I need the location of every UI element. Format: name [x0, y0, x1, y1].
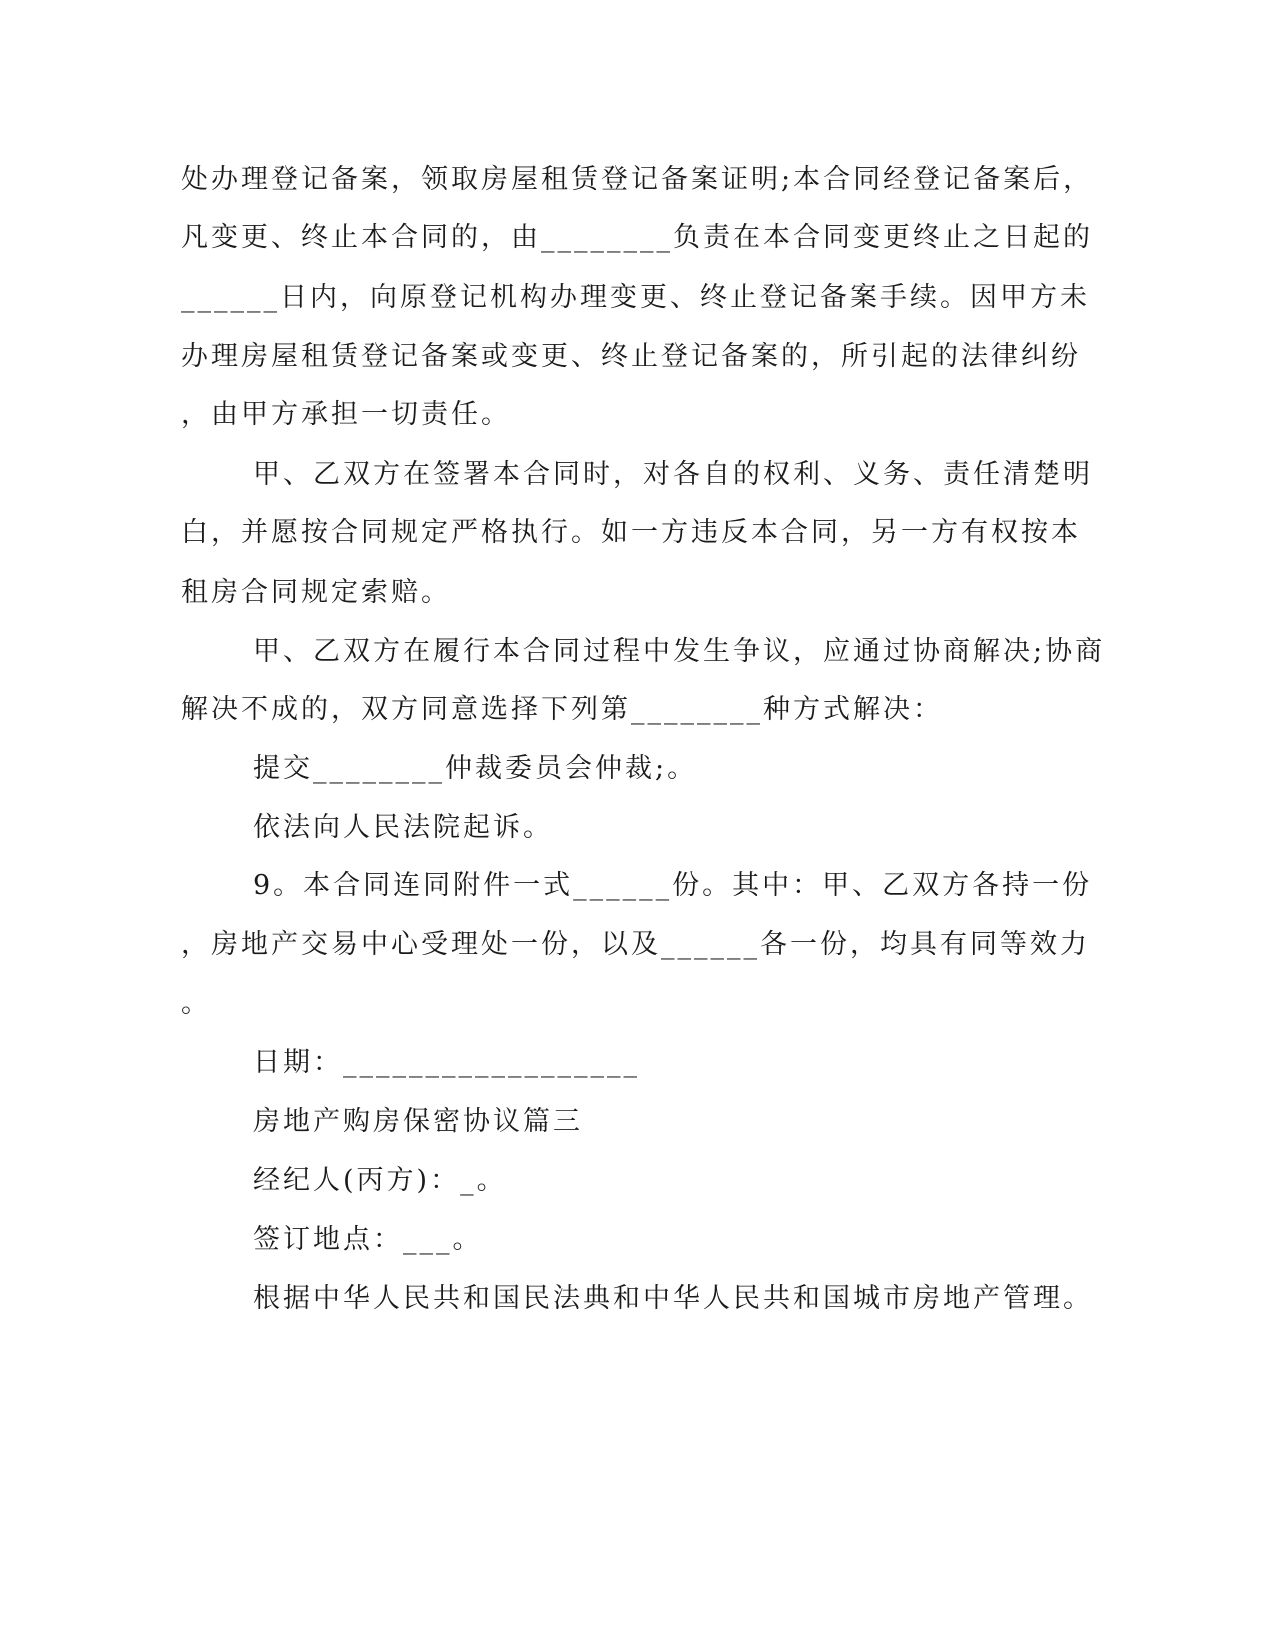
- text-line-5: ，由甲方承担一切责任。: [181, 399, 511, 430]
- text-line-9: 甲、乙双方在履行本合同过程中发生争议，应通过协商解决;协商: [253, 636, 1106, 667]
- text-line-1: 处办理登记备案，领取房屋租赁登记备案证明;本合同经登记备案后，: [181, 164, 1094, 195]
- text-line-15: 。: [181, 988, 211, 1019]
- text-line-7: 白，并愿按合同规定严格执行。如一方违反本合同，另一方有权按本: [181, 517, 1081, 548]
- text-line-12: 依法向人民法院起诉。: [253, 812, 553, 843]
- text-line-4: 办理房屋租赁登记备案或变更、终止登记备案的，所引起的法律纠纷: [181, 341, 1081, 372]
- text-line-11: 提交________仲裁委员会仲裁;。: [253, 753, 698, 784]
- text-line-17: 房地产购房保密协议篇三: [253, 1106, 583, 1137]
- text-line-13: 9。本合同连同附件一式______份。其中：甲、乙双方各持一份: [253, 870, 1093, 901]
- text-line-10: 解决不成的，双方同意选择下列第________种方式解决：: [181, 694, 943, 725]
- text-line-19: 签订地点：___。: [253, 1224, 483, 1255]
- text-line-18: 经纪人(丙方)：_。: [253, 1165, 507, 1196]
- text-line-2: 凡变更、终止本合同的，由________负责在本合同变更终止之日起的: [181, 222, 1093, 253]
- text-line-14: ，房地产交易中心受理处一份，以及______各一份，均具有同等效力: [181, 929, 1090, 960]
- text-line-3: ______日内，向原登记机构办理变更、终止登记备案手续。因甲方未: [181, 282, 1090, 313]
- text-line-8: 租房合同规定索赔。: [181, 577, 451, 608]
- text-line-20: 根据中华人民共和国民法典和中华人民共和国城市房地产管理。: [253, 1283, 1093, 1314]
- text-line-16: 日期：__________________: [253, 1047, 640, 1078]
- text-line-6: 甲、乙双方在签署本合同时，对各自的权利、义务、责任清楚明: [253, 459, 1093, 490]
